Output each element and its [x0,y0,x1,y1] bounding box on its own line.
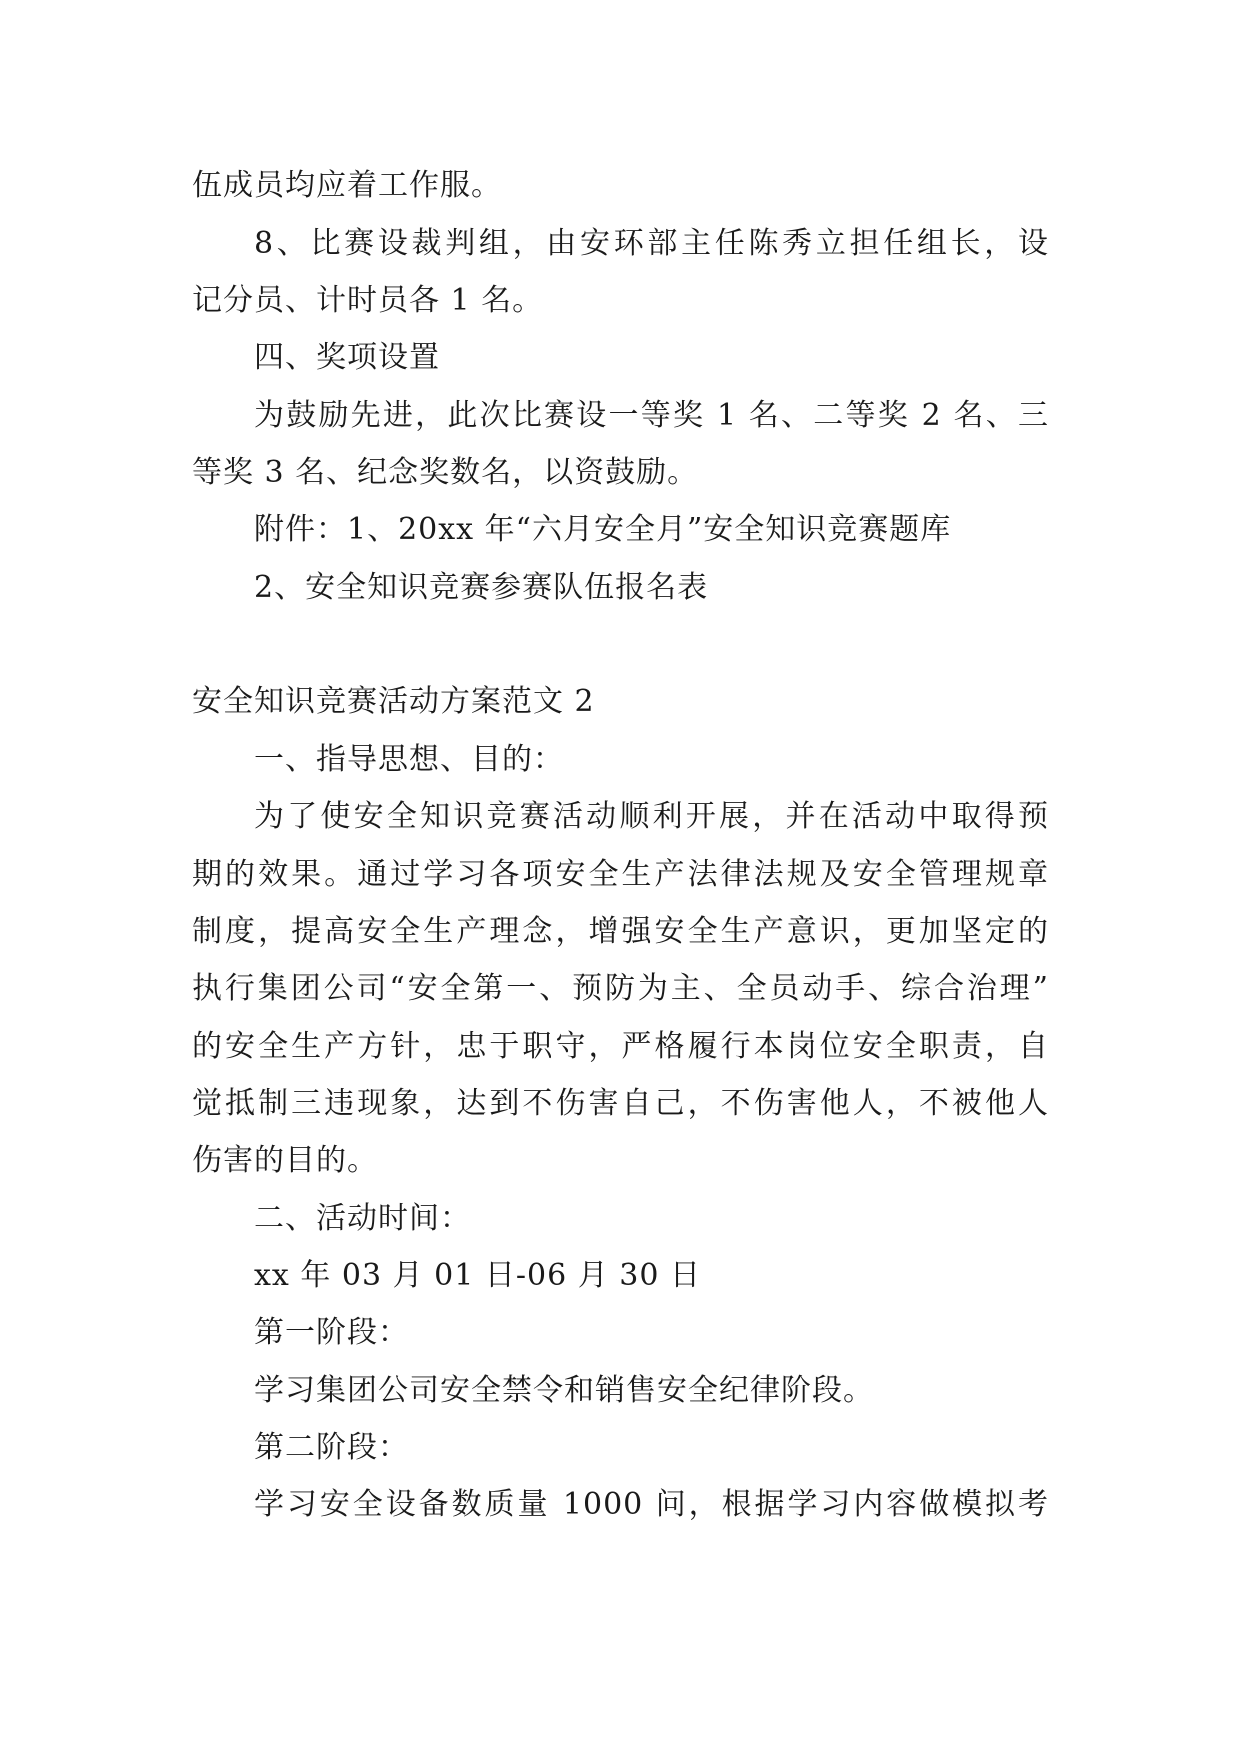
paragraph-line: 等奖 3 名、纪念奖数名，以资鼓励。 [192,455,699,490]
paragraph-line: 伍成员均应着工作服。 [192,168,502,203]
paragraph-line: 的安全生产方针，忠于职守，严格履行本岗位安全职责，自 [192,1029,1049,1064]
paragraph-line: 学习安全设备数质量 1000 问，根据学习内容做模拟考 [254,1487,1049,1522]
paragraph-line: 伤害的目的。 [192,1143,378,1178]
document-title: 安全知识竞赛活动方案范文 2 [192,684,595,719]
paragraph-line: 制度，提高安全生产理念，增强安全生产意识，更加坚定的 [192,914,1049,949]
paragraph-line: 记分员、计时员各 1 名。 [192,283,544,318]
paragraph-line: 为鼓励先进，此次比赛设一等奖 1 名、二等奖 2 名、三 [254,398,1049,433]
paragraph-line: 8、比赛设裁判组，由安环部主任陈秀立担任组长，设 [254,226,1049,261]
paragraph-line: 为了使安全知识竞赛活动顺利开展，并在活动中取得预 [254,799,1049,834]
section-heading: 四、奖项设置 [254,340,440,375]
date-range: xx 年 03 月 01 日-06 月 30 日 [254,1258,701,1293]
attachment-line: 附件：1、20xx 年“六月安全月”安全知识竞赛题库 [254,512,952,547]
stage-heading: 第二阶段： [254,1430,409,1465]
paragraph-line: 期的效果。通过学习各项安全生产法律法规及安全管理规章 [192,857,1049,892]
section-heading: 一、指导思想、目的： [254,742,564,777]
paragraph-line: 学习集团公司安全禁令和销售安全纪律阶段。 [254,1373,874,1408]
paragraph-line: 执行集团公司“安全第一、预防为主、全员动手、综合治理” [192,971,1049,1006]
section-heading: 二、活动时间： [254,1201,471,1236]
paragraph-line: 觉抵制三违现象，达到不伤害自己，不伤害他人，不被他人 [192,1086,1049,1121]
attachment-line: 2、安全知识竞赛参赛队伍报名表 [254,570,709,605]
stage-heading: 第一阶段： [254,1315,409,1350]
